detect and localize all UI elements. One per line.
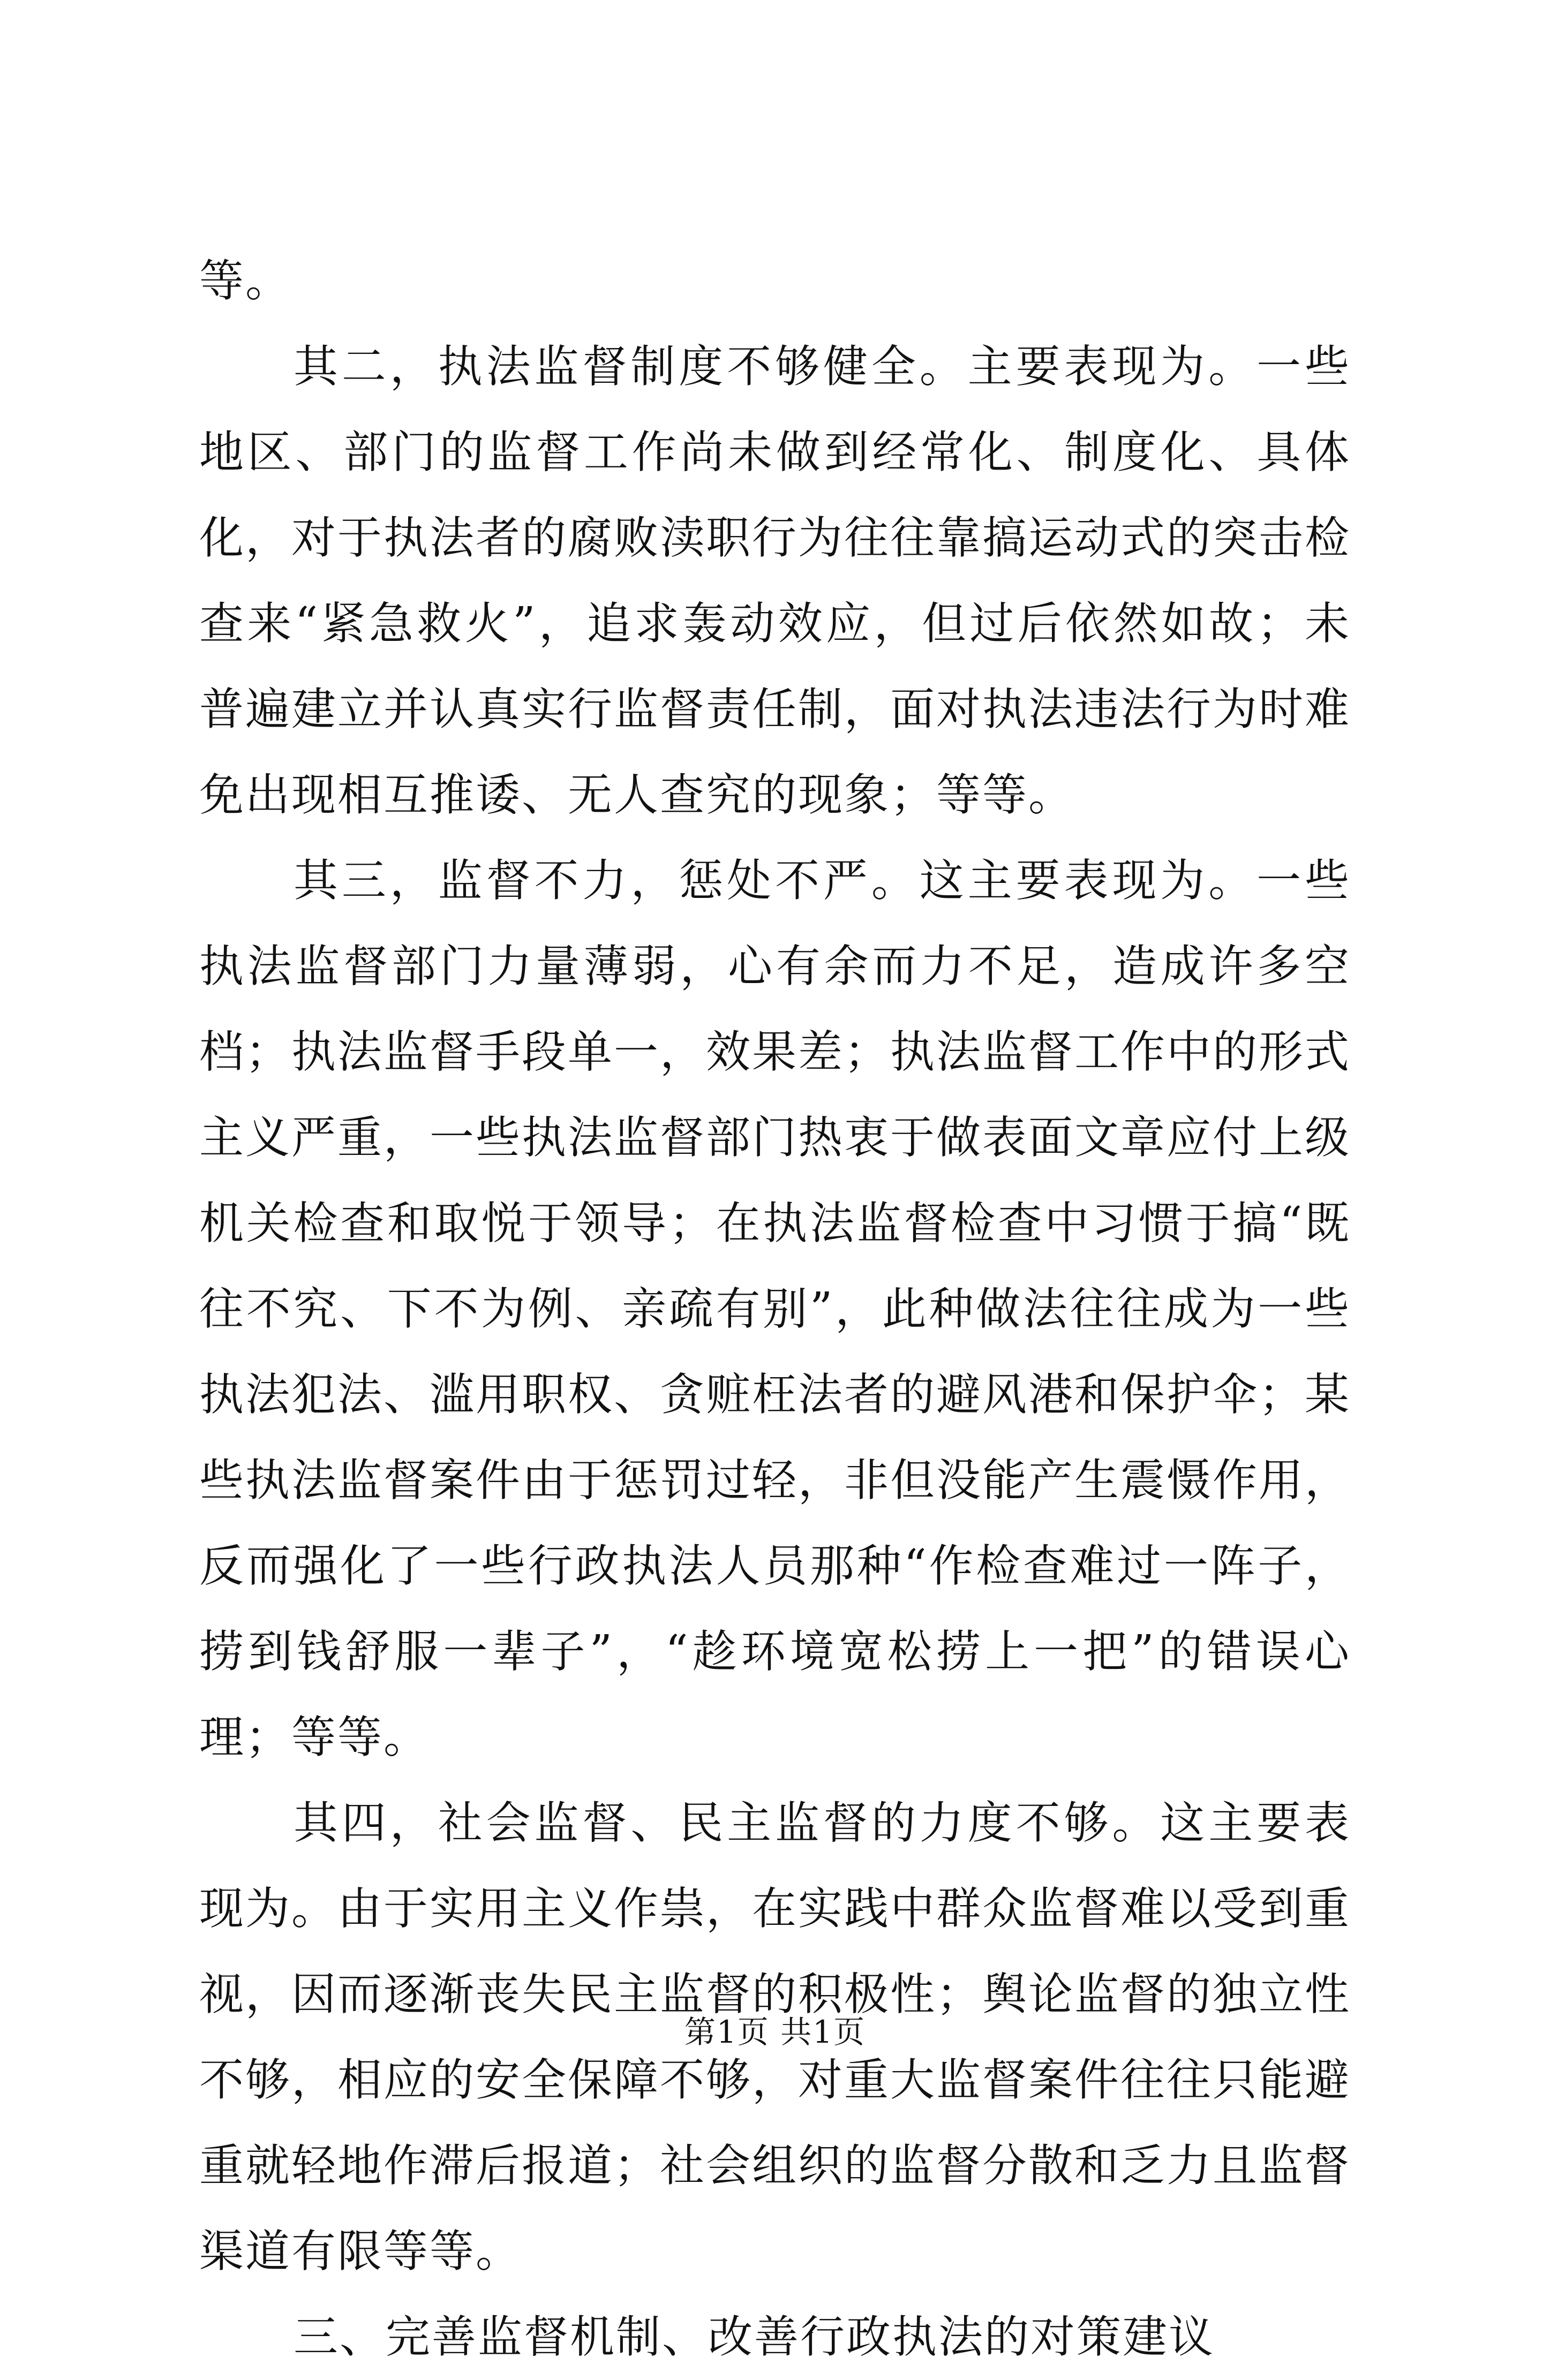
document-body [199, 238, 1351, 2380]
page-number-footer: 第1页 共1页 [684, 2014, 866, 2050]
section-heading: 三、完善监督机制、改善行政执法的对策建议 [294, 2311, 1215, 2363]
paragraph-third-point: 其三，监督不力，惩处不严。这主要表现为。一些执法监督部门力量薄弱，心有余而力不足，造成许多空档；执法监督手段单一，效果差；执法监督工作中的形式主义严重，一些执法监督部门热衷于做表面文章应付上级机关检查和取悦于领导；在执法监督检查中习惯于搞“既往不究、下不为例、亲疏有别”，此种做法往往成为一些执法犯法、滥用职权、贪赃枉法者的避风港和保护伞；某些执法监督案件由于惩罚过轻，非但没能产生震慑作用，反而强化了一些行政执法人员那种“作检查难过一阵子，捞到钱舒服一辈子”，“趁环境宽松捞上一把”的错误心理；等等。 [199, 855, 1351, 1763]
paragraph-fourth-point: 其四，社会监督、民主监督的力度不够。这主要表现为。由于实用主义作祟，在实践中群众监督难以受到重视，因而逐渐丧失民主监督的积极性；舆论监督的独立性不够，相应的安全保障不够，对重大监督案件往往只能避重就轻地作滞后报道；社会组织的监督分散和乏力且监督渠道有限等等。 [199, 1797, 1351, 2277]
paragraph-continuation: 等。 [199, 255, 291, 307]
paragraph-second-point: 其二，执法监督制度不够健全。主要表现为。一些地区、部门的监督工作尚未做到经常化、制度化、具体化，对于执法者的腐败渎职行为往往靠搞运动式的突击检查来“紧急救火”，追求轰动效应，但过后依然如故；未普遍建立并认真实行监督责任制，面对执法违法行为时难免出现相互推诿、无人查究的现象；等等。 [199, 341, 1351, 821]
